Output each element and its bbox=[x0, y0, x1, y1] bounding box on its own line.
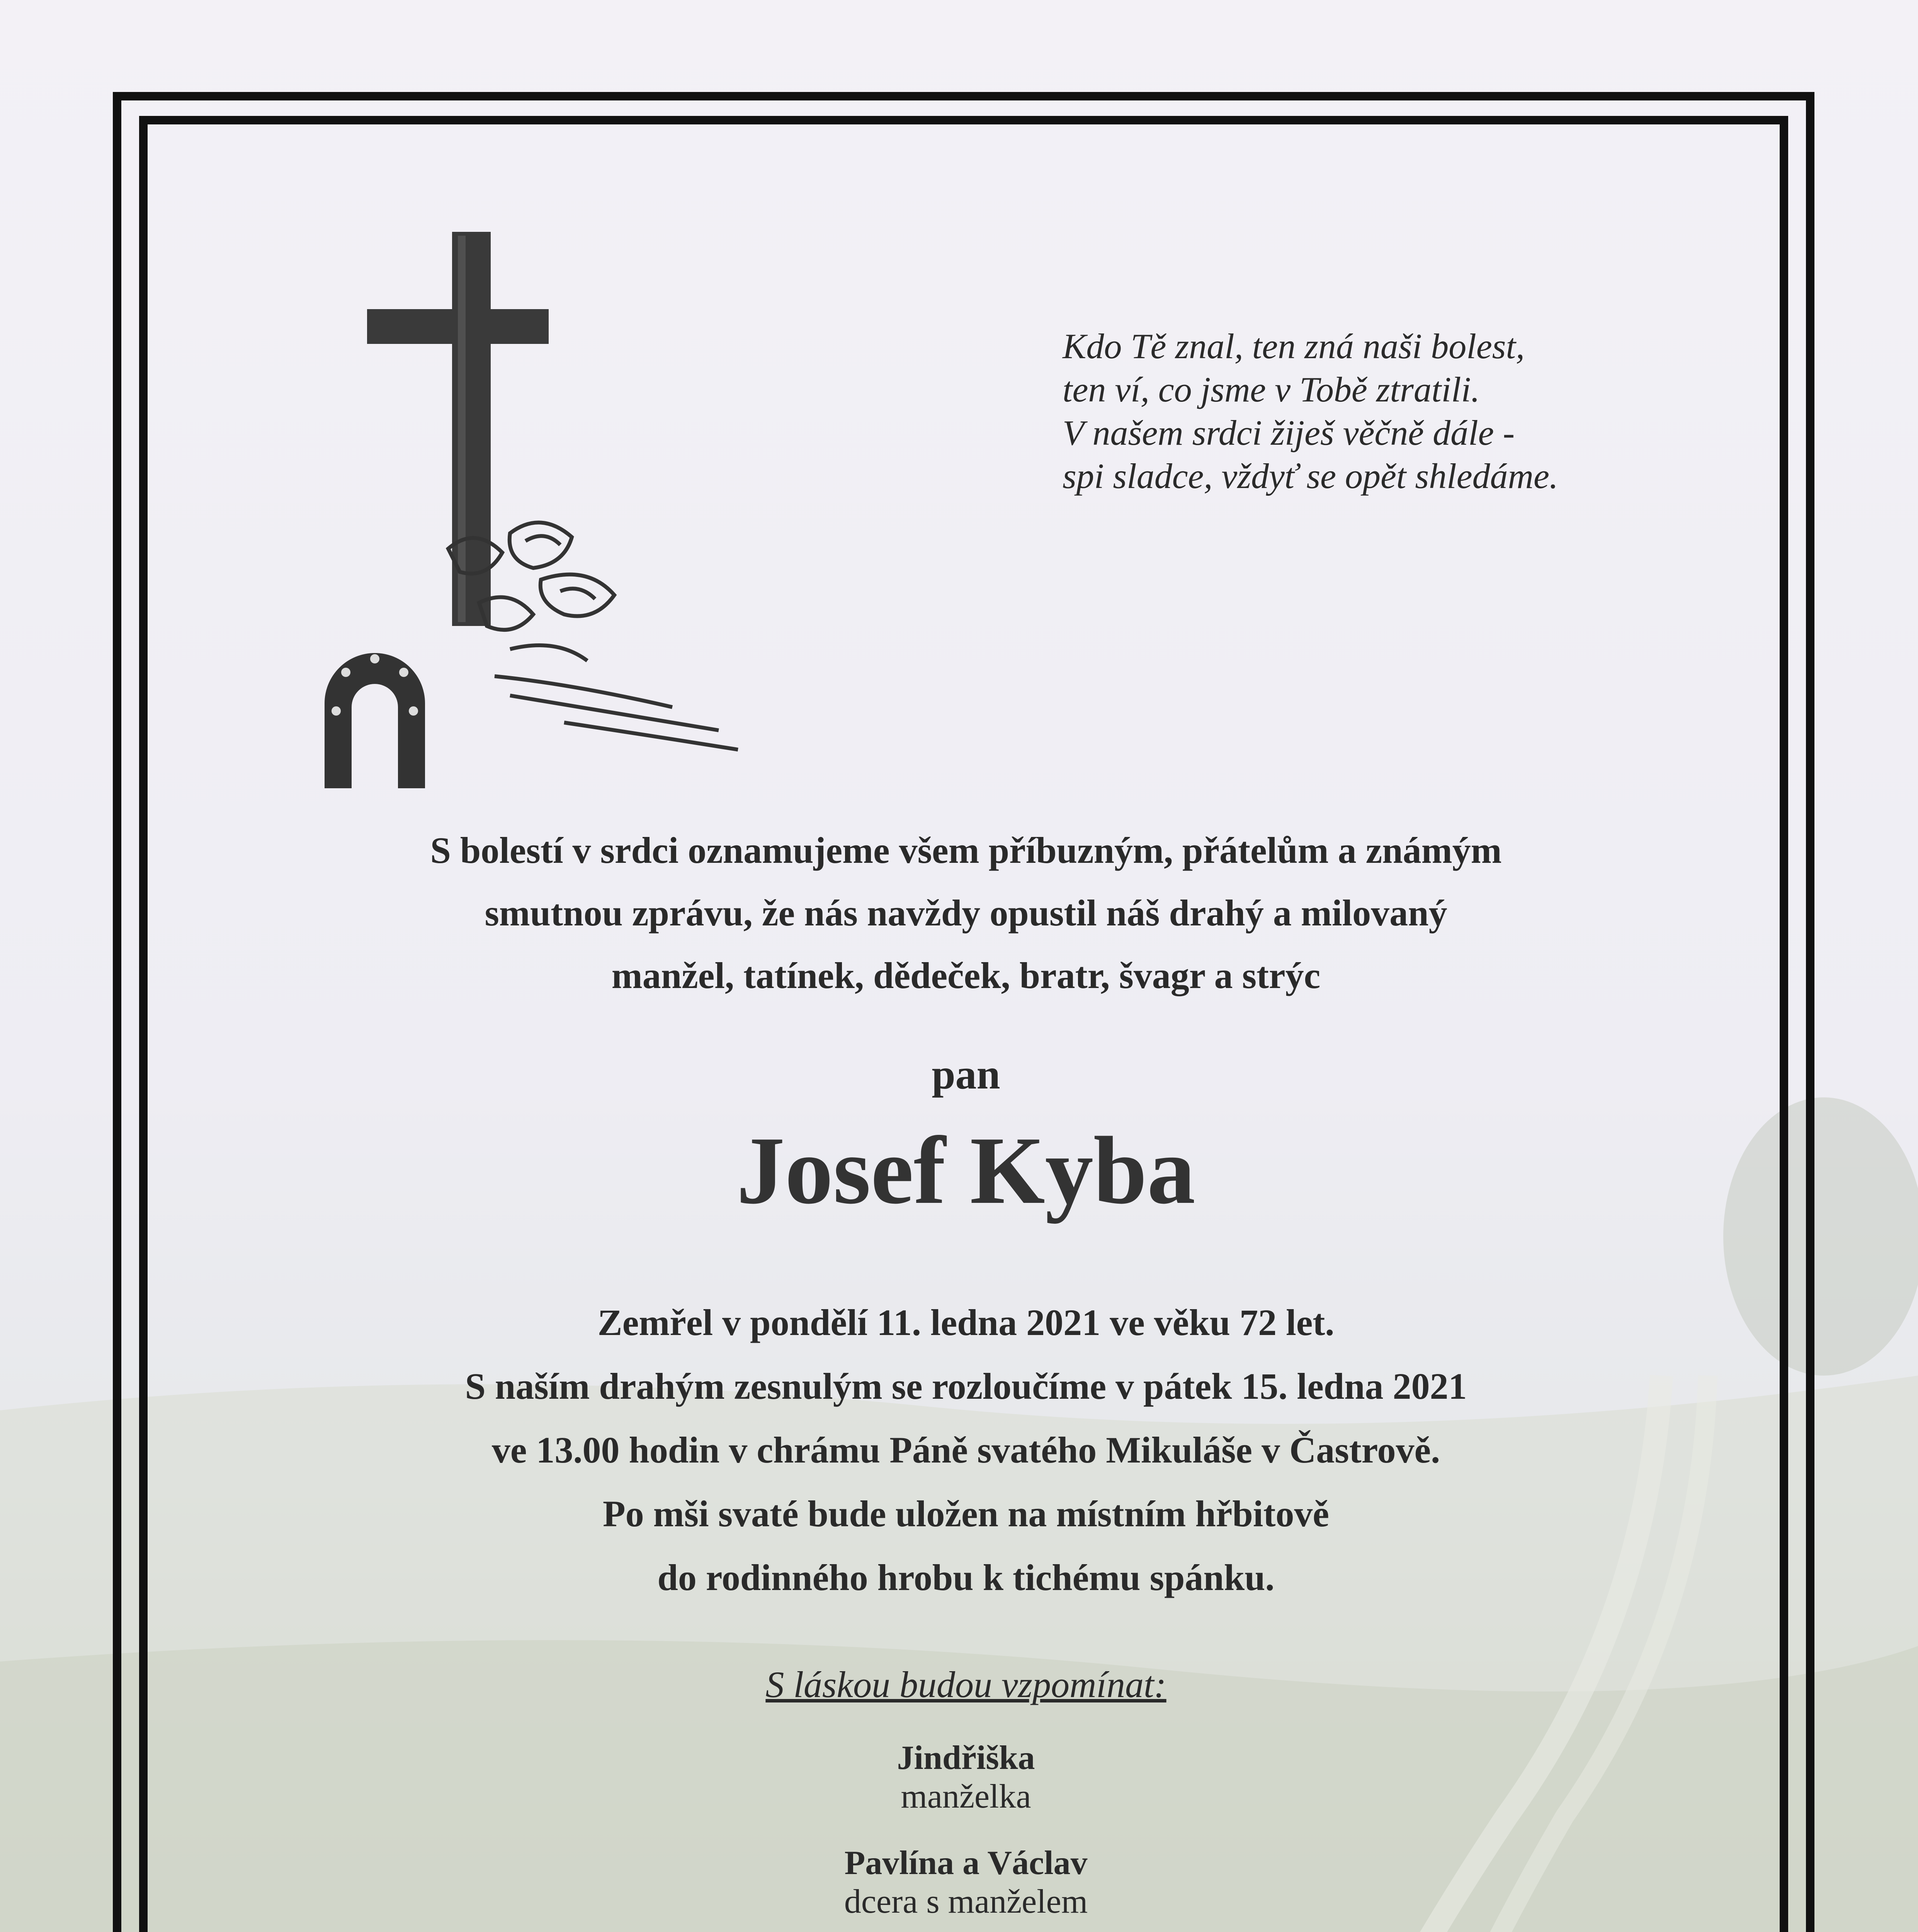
mourner-relation: manželka bbox=[901, 1778, 1031, 1815]
announcement-line: manžel, tatínek, dědeček, bratr, švagr a strýc bbox=[611, 955, 1321, 996]
deceased-name: Josef Kyba bbox=[736, 1117, 1195, 1224]
poem-line: V našem srdci žiješ věčně dále - bbox=[1063, 413, 1515, 452]
details-line: Po mši svaté bude uložen na místním hřbitově bbox=[602, 1493, 1330, 1534]
funeral-details bbox=[155, 1291, 1777, 1609]
mourners-list bbox=[155, 1739, 1777, 1932]
mourner-relation: dcera s manželem bbox=[844, 1883, 1088, 1920]
poem-line: Kdo Tě znal, ten zná naši bolest, bbox=[1063, 327, 1525, 366]
memorial-emblem bbox=[294, 232, 788, 788]
details-line: Zemřel v pondělí 11. ledna 2021 ve věku 72 let. bbox=[597, 1302, 1335, 1343]
mourner-name: Jindřiška bbox=[897, 1739, 1035, 1777]
mourner-item bbox=[155, 1844, 1777, 1932]
horseshoe-icon bbox=[325, 653, 425, 788]
poem-verse bbox=[1063, 325, 1719, 498]
poem-line: spi sladce, vždyť se opět shledáme. bbox=[1063, 456, 1558, 496]
mourner-name: Pavlína a Václav bbox=[844, 1844, 1088, 1882]
announcement bbox=[155, 819, 1777, 1007]
details-line: S naším drahým zesnulým se rozloučíme v pátek 15. ledna 2021 bbox=[465, 1366, 1467, 1407]
rose-icon bbox=[448, 522, 738, 750]
announcement-line: S bolestí v srdci oznamujeme všem příbuzným, přátelům a známým bbox=[430, 830, 1502, 871]
poem-line: ten ví, co jsme v Tobě ztratili. bbox=[1063, 370, 1480, 409]
announcement-line: smutnou zprávu, že nás navždy opustil náš drahý a milovaný bbox=[485, 892, 1447, 934]
details-line: ve 13.00 hodin v chrámu Páně svatého Mikuláše v Častrově. bbox=[491, 1429, 1440, 1471]
remember-heading-text: S láskou budou vzpomínat: bbox=[765, 1664, 1166, 1705]
remember-heading bbox=[155, 1658, 1777, 1712]
mourner-item bbox=[155, 1739, 1777, 1844]
title-prefix: pan bbox=[932, 1051, 1000, 1098]
details-line: do rodinného hrobu k tichému spánku. bbox=[657, 1557, 1275, 1598]
